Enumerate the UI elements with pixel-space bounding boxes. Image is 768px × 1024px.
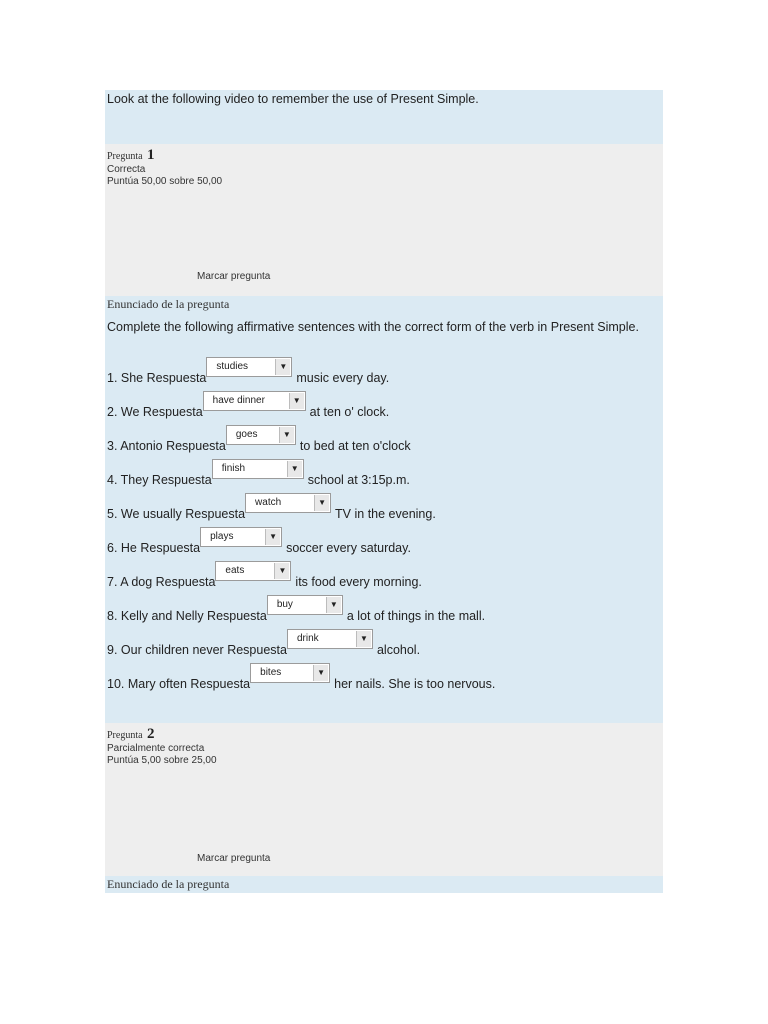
answer-value: bites bbox=[260, 667, 282, 678]
answer-select[interactable] bbox=[206, 357, 292, 377]
sentence-before: 6. He Respuesta bbox=[107, 541, 201, 555]
sentence-after: her nails. She is too nervous. bbox=[334, 677, 496, 691]
statement-label: Enunciado de la pregunta bbox=[105, 296, 663, 313]
sentence-after: to bed at ten o'clock bbox=[299, 439, 411, 453]
answer-value: studies bbox=[216, 361, 249, 372]
sentence-row bbox=[107, 397, 661, 431]
question-1-content bbox=[105, 313, 663, 723]
sentence-row bbox=[107, 567, 661, 601]
sentence-row bbox=[107, 431, 661, 465]
intro-text: Look at the following video to remember the use of Present Simple. bbox=[107, 92, 479, 106]
question-number: 1 bbox=[147, 147, 155, 163]
quiz-review-page bbox=[105, 90, 663, 893]
answer-value: goes bbox=[235, 429, 258, 440]
answer-value: have dinner bbox=[212, 395, 265, 406]
sentence-before: 4. They Respuesta bbox=[107, 473, 212, 487]
sentence-before: 8. Kelly and Nelly Respuesta bbox=[107, 609, 267, 623]
sentence-row bbox=[107, 363, 661, 397]
answer-value: buy bbox=[276, 599, 293, 610]
chevron-down-icon: ▼ bbox=[265, 529, 280, 545]
question-label: Pregunta bbox=[107, 730, 143, 741]
sentence-before: 10. Mary often Respuesta bbox=[107, 677, 251, 691]
chevron-down-icon: ▼ bbox=[289, 393, 304, 409]
sentence-row bbox=[107, 499, 661, 533]
question-state: Correcta bbox=[107, 164, 146, 175]
sentence-row bbox=[107, 465, 661, 499]
answer-select[interactable] bbox=[212, 459, 304, 479]
sentence-row bbox=[107, 669, 661, 703]
sentence-row bbox=[107, 533, 661, 567]
sentence-before: 1. She Respuesta bbox=[107, 371, 207, 385]
question-number: 2 bbox=[147, 726, 155, 742]
statement-label: Enunciado de la pregunta bbox=[105, 876, 663, 893]
chevron-down-icon: ▼ bbox=[275, 359, 290, 375]
chevron-down-icon: ▼ bbox=[313, 665, 328, 681]
chevron-down-icon: ▼ bbox=[314, 495, 329, 511]
chevron-down-icon: ▼ bbox=[274, 563, 289, 579]
question-label: Pregunta bbox=[107, 151, 143, 162]
chevron-down-icon: ▼ bbox=[356, 631, 371, 647]
answer-select[interactable] bbox=[267, 595, 343, 615]
sentence-after: a lot of things in the mall. bbox=[346, 609, 486, 623]
sentence-after: at ten o' clock. bbox=[309, 405, 390, 419]
answer-select[interactable] bbox=[226, 425, 296, 445]
answer-value: eats bbox=[225, 565, 245, 576]
answer-select[interactable] bbox=[245, 493, 331, 513]
answer-select[interactable] bbox=[287, 629, 373, 649]
sentence-after: alcohol. bbox=[376, 643, 421, 657]
chevron-down-icon: ▼ bbox=[279, 427, 294, 443]
intro-box bbox=[105, 90, 663, 144]
instruction-text: Complete the following affirmative sentences with the correct form of the verb in Present Simple. bbox=[107, 320, 639, 334]
sentence-after: soccer every saturday. bbox=[286, 541, 411, 555]
sentence-row bbox=[107, 601, 661, 635]
sentence-after: music every day. bbox=[296, 371, 390, 385]
sentence-before: 9. Our children never Respuesta bbox=[107, 643, 287, 657]
sentence-after: school at 3:15p.m. bbox=[307, 473, 410, 487]
answer-value: watch bbox=[255, 497, 282, 508]
flag-question-link[interactable]: Marcar pregunta bbox=[197, 853, 271, 864]
sentence-after: its food every morning. bbox=[295, 575, 422, 589]
question-1-info bbox=[105, 144, 663, 296]
sentence-row bbox=[107, 635, 661, 669]
question-state: Parcialmente correcta bbox=[107, 743, 205, 754]
flag-question-link[interactable]: Marcar pregunta bbox=[197, 271, 271, 282]
answer-select[interactable] bbox=[215, 561, 291, 581]
question-grade: Puntúa 50,00 sobre 50,00 bbox=[107, 176, 223, 187]
answer-select[interactable] bbox=[250, 663, 330, 683]
answer-value: plays bbox=[210, 531, 234, 542]
answer-value: finish bbox=[221, 463, 246, 474]
sentence-before: 5. We usually Respuesta bbox=[107, 507, 246, 521]
question-grade: Puntúa 5,00 sobre 25,00 bbox=[107, 755, 217, 766]
answer-select[interactable] bbox=[200, 527, 282, 547]
sentence-before: 2. We Respuesta bbox=[107, 405, 203, 419]
chevron-down-icon: ▼ bbox=[287, 461, 302, 477]
answer-select[interactable] bbox=[203, 391, 306, 411]
sentence-before: 3. Antonio Respuesta bbox=[107, 439, 226, 453]
chevron-down-icon: ▼ bbox=[326, 597, 341, 613]
answer-value: drink bbox=[296, 633, 319, 644]
sentence-before: 7. A dog Respuesta bbox=[107, 575, 216, 589]
question-2-info bbox=[105, 723, 663, 876]
sentence-after: TV in the evening. bbox=[335, 507, 436, 521]
